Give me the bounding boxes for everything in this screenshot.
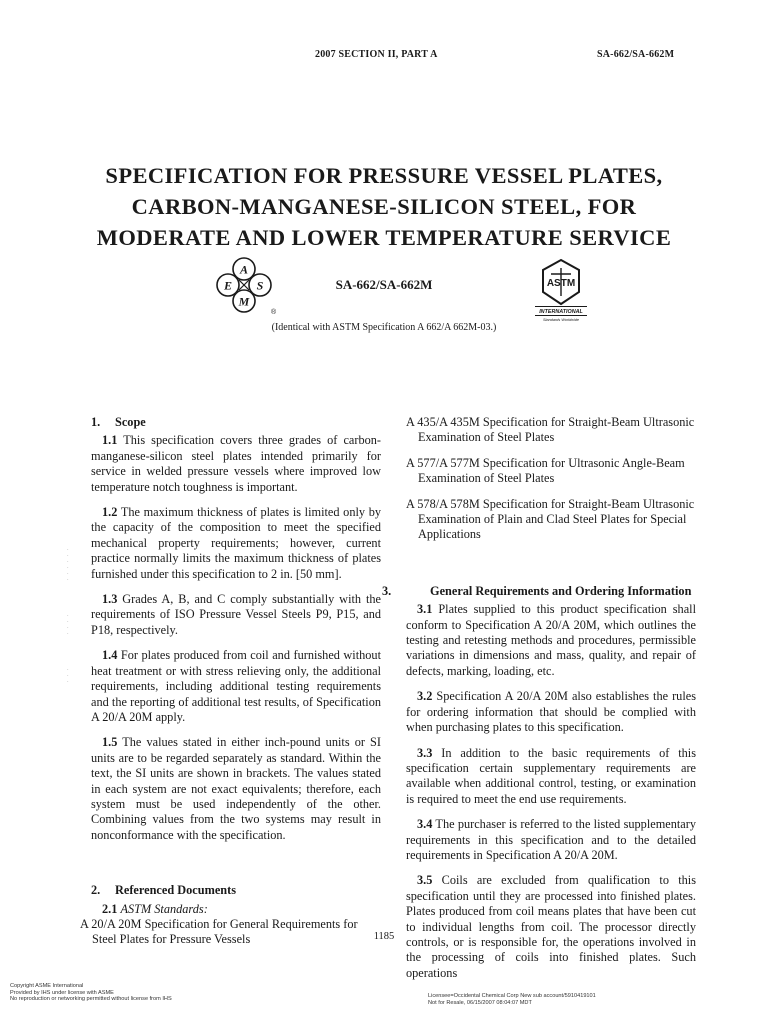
title-line-3: MODERATE AND LOWER TEMPERATURE SERVICE: [96, 225, 672, 250]
para-3-1: 3.1 Plates supplied to this product specification shall conform to Specification A 20/A 20M, which outlines the testing and retesting methods and procedures, permissible variations in dimensions and mass, quality, and repair of defects, marking, loading, etc.: [406, 602, 696, 678]
left-column: [80, 415, 382, 958]
asme-letter-s: S: [256, 278, 264, 293]
page-number: 1185: [373, 931, 395, 942]
para-1-5: 1.5 The values stated in either inch-pound units or SI units are to be regarded separately as standard. Within the text, the SI units are shown in brackets. The values stated in each system are not exact equivalents; therefore, each system must be used independently of the other. Combining values from the two systems may result in nonconformance with the specification.: [91, 735, 381, 842]
asme-letter-m: M: [238, 294, 250, 309]
asme-letter-e: E: [223, 278, 233, 293]
identical-note: (Identical with ASTM Specification A 662/A 662M-03.): [271, 322, 497, 333]
running-header-right: SA-662/SA-662M: [597, 49, 675, 60]
ref-item-a578: A 578/A 578M Specification for Straight-Beam Ultrasonic Examination of Plain and Clad Steel Plates for Special Applications: [406, 496, 695, 542]
astm-logo: [533, 258, 589, 322]
ref-item-a20: A 20/A 20M Specification for General Requirements for Steel Plates for Pressure Vessels: [80, 916, 358, 947]
para-3-3: 3.3 In addition to the basic requirements of this specification certain supplementary requirements are available when additional control, testing, or examination is required to meet the end use requirements.: [406, 745, 696, 806]
para-3-5: 3.5 Coils are excluded from qualification to this specification until they are processed into finished plates. Plates produced from coil means plates that have been cut to individual lengths from coil. The processor directly controls, or is responsible for, the operations involved in the processing of coils into finished plates. Such operations: [406, 873, 696, 980]
designation: SA-662/SA-662M: [335, 277, 433, 292]
para-2-1: 2.1 ASTM Standards:: [102, 901, 208, 916]
astm-international: INTERNATIONAL: [539, 309, 583, 315]
para-1-1: 1.1 This specification covers three grades of carbon-manganese-silicon steel plates intended primarily for service in welded pressure vessels where improved low temperature notch toughness is important.: [91, 433, 381, 494]
section-3-heading: 3. General Requirements and Ordering Information: [382, 583, 692, 598]
ref-item-a577: A 577/A 577M Specification for Ultrasonic Angle-Beam Examination of Steel Plates: [406, 455, 685, 486]
registered-mark: ®: [271, 309, 277, 316]
running-header-center: 2007 SECTION II, PART A: [315, 49, 438, 60]
para-1-3: 1.3 Grades A, B, and C comply substantially with the requirements of ISO Pressure Vessel Steels P9, P15, and P18, respectively.: [91, 592, 381, 637]
footer-left: Copyright ASME International Provided by IHS under license with ASME No reproduction or networking permitted without license from IHS: [10, 983, 172, 1003]
margin-marks: · · · · · · · · · · · · ·: [67, 548, 69, 685]
para-1-2: 1.2 The maximum thickness of plates is limited only by the capacity of the composition to meet the specified mechanical property requirements; however, current practice normally limits the maximum thickness of plates furnished under this specification to 2 in. [50 mm].: [91, 505, 382, 581]
para-1-4: 1.4 For plates produced from coil and furnished without heat treatment or with stress relieving only, the additional requirements, including additional testing requirements and the reporting of additional test results, of Specification A 20/A 20M apply.: [91, 648, 381, 724]
astm-tagline: Standards Worldwide: [542, 318, 580, 322]
astm-letters: ASTM: [546, 278, 576, 289]
para-3-2: 3.2 Specification A 20/A 20M also establishes the rules for ordering information that should be complied with when purchasing plates to this specification.: [406, 689, 696, 735]
section-1-heading: 1. Scope: [91, 415, 146, 429]
title-line-2: CARBON-MANGANESE-SILICON STEEL, FOR: [131, 194, 637, 219]
title-line-1: SPECIFICATION FOR PRESSURE VESSEL PLATES,: [105, 163, 663, 188]
para-3-4: 3.4 The purchaser is referred to the listed supplementary requirements in this specification and to the detailed requirements in Specification A 20/A 20M.: [406, 817, 696, 862]
section-2-heading: 2. Referenced Documents: [91, 883, 236, 898]
asme-letter-a: A: [239, 262, 249, 277]
footer-right: Licensee=Occidental Chemical Corp New sub account/5910419101 Not for Resale, 06/15/2007 08:04:07 MDT: [428, 993, 596, 1006]
document-title: [60, 160, 708, 253]
ref-item-a435: A 435/A 435M Specification for Straight-Beam Ultrasonic Examination of Steel Plates: [406, 415, 695, 445]
